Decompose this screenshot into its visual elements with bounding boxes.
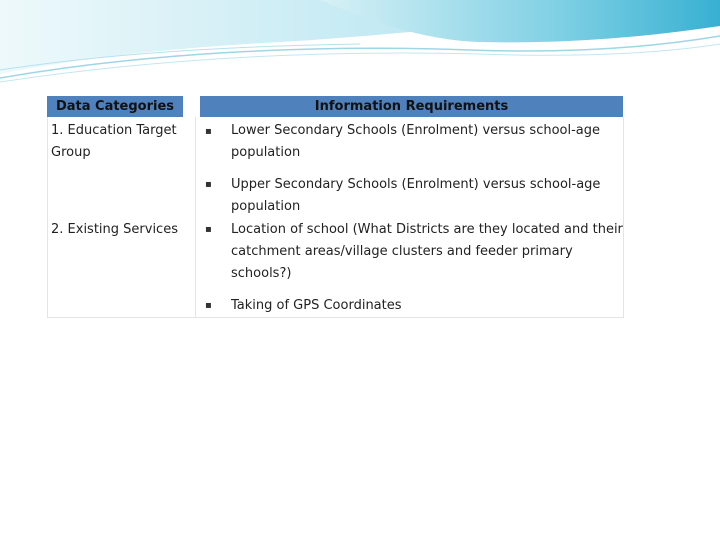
- header-information-requirements: Information Requirements: [200, 96, 623, 117]
- requirement-school-location: Location of school (What Districts are they located and their catchment areas/village clusters and feeder primary schools?): [231, 222, 623, 281]
- bullet-icon: ▪: [205, 224, 212, 235]
- header-data-categories: Data Categories: [47, 96, 183, 117]
- table-divider-column: [195, 117, 196, 317]
- table-border-bottom: [47, 317, 624, 318]
- requirement-lower-secondary: Lower Secondary Schools (Enrolment) versus school-age population: [231, 123, 601, 160]
- bullet-icon: ▪: [205, 179, 212, 190]
- bullet-icon: ▪: [205, 126, 212, 137]
- requirement-upper-secondary: Upper Secondary Schools (Enrolment) versus school-age population: [231, 177, 601, 214]
- category-existing-services: 2. Existing Services: [51, 222, 178, 237]
- header-gap: [183, 96, 200, 117]
- table-border-left: [47, 117, 48, 317]
- requirement-gps-coordinates: Taking of GPS Coordinates: [231, 298, 402, 313]
- bullet-icon: ▪: [205, 300, 212, 311]
- category-education-target-group: 1. Education Target Group: [51, 123, 177, 160]
- header-swoosh-banner: [0, 0, 720, 90]
